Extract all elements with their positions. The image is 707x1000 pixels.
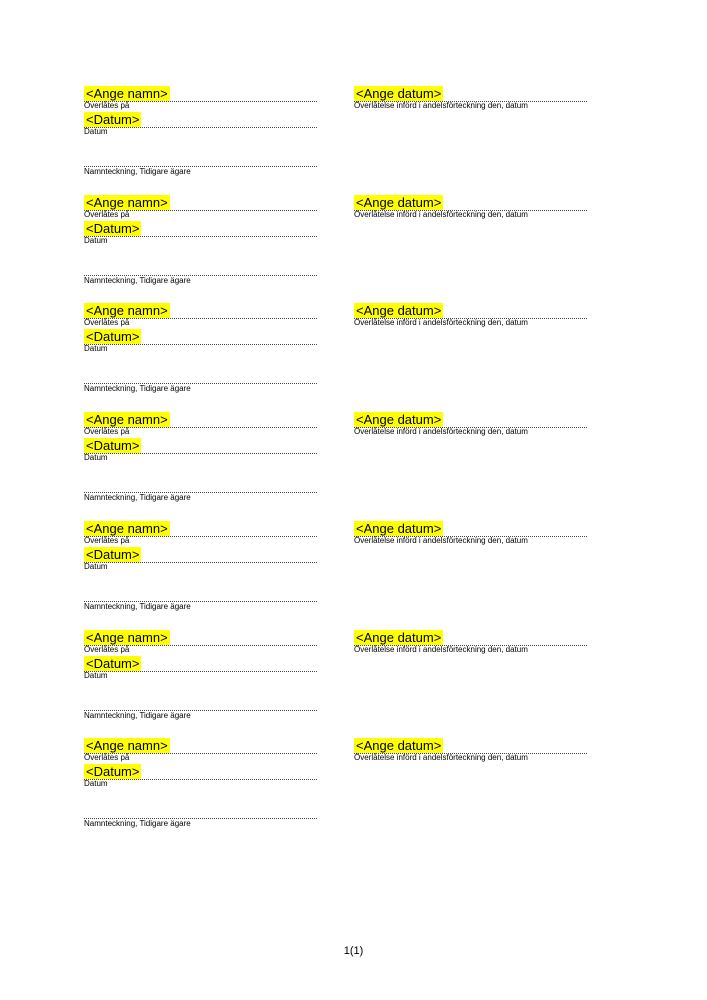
transfer-block bbox=[0, 195, 707, 295]
name-caption: Överlåtes på bbox=[84, 644, 130, 654]
signature-caption: Namnteckning, Tidigare ägare bbox=[84, 493, 191, 503]
registry-date-field[interactable]: <Ange datum> bbox=[356, 412, 442, 428]
date-field[interactable]: <Datum> bbox=[86, 764, 140, 780]
signature-caption: Namnteckning, Tidigare ägare bbox=[84, 275, 191, 285]
registry-caption: Överlåtelse införd i andelsförteckning den, datum bbox=[354, 318, 528, 328]
signature-caption: Namnteckning, Tidigare ägare bbox=[84, 167, 191, 176]
name-caption: Överlåtes på bbox=[84, 427, 130, 437]
registry-date-field[interactable]: <Ange datum> bbox=[356, 86, 442, 101]
name-field[interactable]: <Ange namn> bbox=[86, 86, 168, 101]
date-line bbox=[84, 671, 317, 672]
signature-caption: Namnteckning, Tidigare ägare bbox=[84, 384, 191, 394]
registry-caption: Överlåtelse införd i andelsförteckning den, datum bbox=[354, 209, 528, 219]
date-caption: Datum bbox=[84, 779, 108, 789]
registry-date-field[interactable]: <Ange datum> bbox=[356, 738, 442, 754]
name-field[interactable]: <Ange namn> bbox=[86, 303, 168, 319]
name-caption: Överlåtes på bbox=[84, 209, 130, 219]
date-caption: Datum bbox=[84, 235, 108, 245]
registry-date-field[interactable]: <Ange datum> bbox=[356, 520, 442, 536]
date-line bbox=[84, 344, 317, 345]
registry-caption: Överlåtelse införd i andelsförteckning den, datum bbox=[354, 644, 528, 654]
name-field[interactable]: <Ange namn> bbox=[86, 629, 168, 645]
date-field[interactable]: <Datum> bbox=[86, 546, 140, 562]
transfer-block bbox=[0, 412, 707, 512]
date-line bbox=[84, 127, 317, 128]
date-field[interactable]: <Datum> bbox=[86, 329, 140, 345]
date-field[interactable]: <Datum> bbox=[86, 655, 140, 671]
name-caption: Överlåtes på bbox=[84, 753, 130, 763]
date-field[interactable]: <Datum> bbox=[86, 438, 140, 454]
signature-caption: Namnteckning, Tidigare ägare bbox=[84, 710, 191, 720]
transfer-block bbox=[0, 521, 707, 621]
name-field[interactable]: <Ange namn> bbox=[86, 194, 168, 210]
date-caption: Datum bbox=[84, 344, 108, 354]
date-field[interactable]: <Datum> bbox=[86, 220, 140, 236]
date-caption: Datum bbox=[84, 127, 108, 136]
registry-caption: Överlåtelse införd i andelsförteckning den, datum bbox=[354, 101, 528, 110]
date-line bbox=[84, 562, 317, 563]
date-line bbox=[84, 453, 317, 454]
registry-caption: Överlåtelse införd i andelsförteckning den, datum bbox=[354, 427, 528, 437]
transfer-block bbox=[0, 303, 707, 403]
transfer-block bbox=[0, 86, 707, 186]
registry-date-field[interactable]: <Ange datum> bbox=[356, 303, 442, 319]
name-field[interactable]: <Ange namn> bbox=[86, 738, 168, 754]
name-field[interactable]: <Ange namn> bbox=[86, 412, 168, 428]
name-field[interactable]: <Ange namn> bbox=[86, 520, 168, 536]
date-line bbox=[84, 779, 317, 780]
name-caption: Överlåtes på bbox=[84, 535, 130, 545]
registry-caption: Överlåtelse införd i andelsförteckning den, datum bbox=[354, 753, 528, 763]
transfer-block bbox=[0, 738, 707, 838]
transfer-block bbox=[0, 630, 707, 730]
page-number: 1(1) bbox=[343, 945, 364, 957]
date-caption: Datum bbox=[84, 670, 108, 680]
registry-date-field[interactable]: <Ange datum> bbox=[356, 194, 442, 210]
name-caption: Överlåtes på bbox=[84, 101, 130, 110]
registry-date-field[interactable]: <Ange datum> bbox=[356, 629, 442, 645]
date-caption: Datum bbox=[84, 453, 108, 463]
date-caption: Datum bbox=[84, 561, 108, 571]
date-line bbox=[84, 236, 317, 237]
registry-caption: Överlåtelse införd i andelsförteckning den, datum bbox=[354, 535, 528, 545]
signature-caption: Namnteckning, Tidigare ägare bbox=[84, 601, 191, 611]
date-field[interactable]: <Datum> bbox=[86, 112, 140, 127]
name-caption: Överlåtes på bbox=[84, 318, 130, 328]
signature-caption: Namnteckning, Tidigare ägare bbox=[84, 819, 191, 829]
